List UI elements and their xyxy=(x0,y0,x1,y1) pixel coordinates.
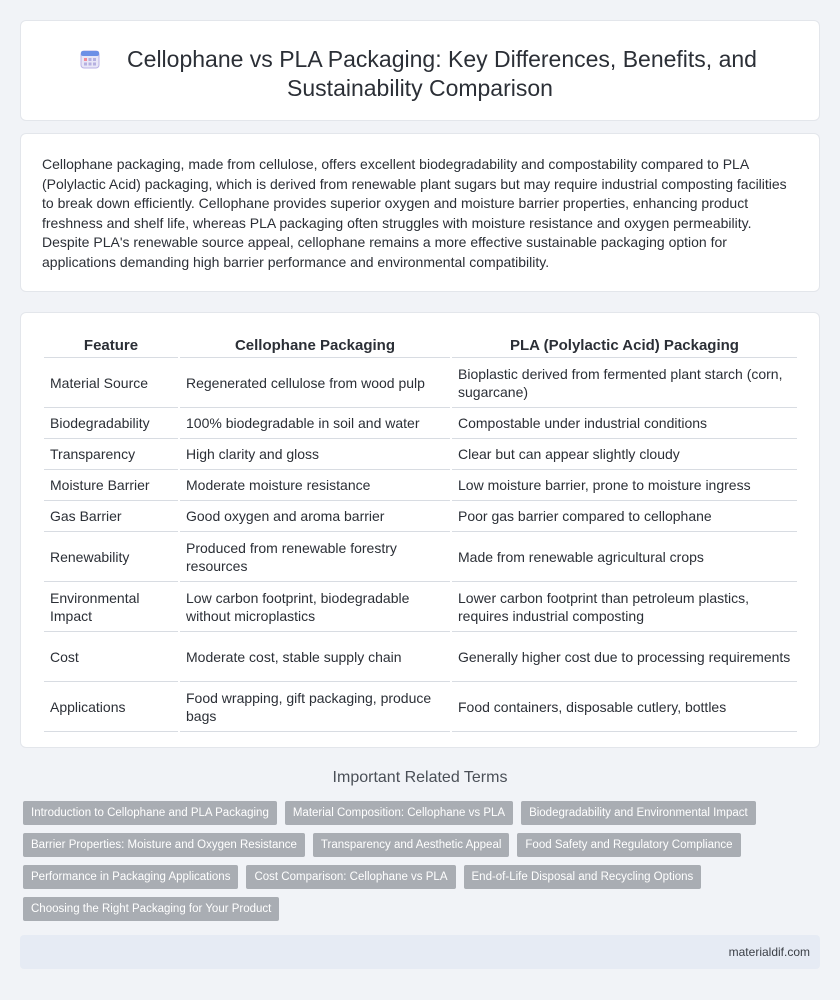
table-cell: Regenerated cellulose from wood pulp xyxy=(180,358,450,408)
table-cell: Moisture Barrier xyxy=(44,470,178,501)
related-term-tag[interactable]: Choosing the Right Packaging for Your Product xyxy=(23,897,279,921)
summary-card xyxy=(20,133,820,292)
table-row xyxy=(44,470,797,501)
footer-bar xyxy=(20,935,820,969)
table-cell: Cost xyxy=(44,632,178,682)
comparison-table xyxy=(42,334,799,732)
related-terms-list xyxy=(23,801,803,921)
table-cell: Clear but can appear slightly cloudy xyxy=(452,439,797,470)
table-cell: Generally higher cost due to processing requirements xyxy=(452,632,797,682)
table-cell: Produced from renewable forestry resources xyxy=(180,532,450,582)
table-row xyxy=(44,632,797,682)
table-cell: Good oxygen and aroma barrier xyxy=(180,501,450,532)
footer-site-link[interactable]: materialdif.com xyxy=(728,945,810,959)
table-cell: Poor gas barrier compared to cellophane xyxy=(452,501,797,532)
header-card xyxy=(20,20,820,121)
table-cell: Renewability xyxy=(44,532,178,582)
summary-text: Cellophane packaging, made from cellulose, offers excellent biodegradability and compostability compared to PLA (Polylactic Acid) packaging, which is derived from renewable plant sugars but may require industrial composting facilities to break down efficiently. Cellophane provides superior oxygen and moisture barrier properties, enhancing product freshness and shelf life, whereas PLA packaging often struggles with moisture resistance and oxygen permeability. Despite PLA's renewable source appeal, cellophane remains a more effective sustainable packaging option for applications demanding high barrier performance and environmental compatibility. xyxy=(42,156,787,270)
page-title-line1: Cellophane vs PLA Packaging: Key Differences, Benefits, and xyxy=(127,46,757,72)
table-row xyxy=(44,532,797,582)
table-row xyxy=(44,408,797,439)
table-cell: Material Source xyxy=(44,358,178,408)
table-cell: Environmental Impact xyxy=(44,582,178,632)
table-cell: Biodegradability xyxy=(44,408,178,439)
table-header-row xyxy=(44,334,797,358)
table-cell: Moderate cost, stable supply chain xyxy=(180,632,450,682)
table-cell: Low carbon footprint, biodegradable without microplastics xyxy=(180,582,450,632)
page-title xyxy=(83,45,757,103)
table-row xyxy=(44,501,797,532)
related-term-tag[interactable]: Cost Comparison: Cellophane vs PLA xyxy=(246,865,455,889)
table-cell: High clarity and gloss xyxy=(180,439,450,470)
table-cell: Moderate moisture resistance xyxy=(180,470,450,501)
header-pla: PLA (Polylactic Acid) Packaging xyxy=(452,334,797,358)
table-cell: Low moisture barrier, prone to moisture ingress xyxy=(452,470,797,501)
header-cellophane: Cellophane Packaging xyxy=(180,334,450,358)
table-cell: Compostable under industrial conditions xyxy=(452,408,797,439)
table-cell: Applications xyxy=(44,682,178,732)
related-term-tag[interactable]: Food Safety and Regulatory Compliance xyxy=(517,833,740,857)
related-term-tag[interactable]: Introduction to Cellophane and PLA Packaging xyxy=(23,801,277,825)
page-title-line2: Sustainability Comparison xyxy=(287,75,553,101)
related-term-tag[interactable]: Performance in Packaging Applications xyxy=(23,865,238,889)
table-cell: Lower carbon footprint than petroleum plastics, requires industrial composting xyxy=(452,582,797,632)
table-row xyxy=(44,358,797,408)
table-cell: Bioplastic derived from fermented plant starch (corn, sugarcane) xyxy=(452,358,797,408)
table-cell: Made from renewable agricultural crops xyxy=(452,532,797,582)
related-term-tag[interactable]: Material Composition: Cellophane vs PLA xyxy=(285,801,513,825)
table-cell: Gas Barrier xyxy=(44,501,178,532)
table-row xyxy=(44,439,797,470)
related-term-tag[interactable]: Barrier Properties: Moisture and Oxygen Resistance xyxy=(23,833,305,857)
table-cell: Transparency xyxy=(44,439,178,470)
table-cell: Food wrapping, gift packaging, produce bags xyxy=(180,682,450,732)
table-row xyxy=(44,582,797,632)
table-cell: Food containers, disposable cutlery, bottles xyxy=(452,682,797,732)
related-term-tag[interactable]: Biodegradability and Environmental Impact xyxy=(521,801,756,825)
header-feature: Feature xyxy=(44,334,178,358)
comparison-table-card xyxy=(20,312,820,748)
related-terms-heading: Important Related Terms xyxy=(332,769,508,786)
related-term-tag[interactable]: End-of-Life Disposal and Recycling Options xyxy=(464,865,702,889)
table-row xyxy=(44,682,797,732)
table-cell: 100% biodegradable in soil and water xyxy=(180,408,450,439)
related-term-tag[interactable]: Transparency and Aesthetic Appeal xyxy=(313,833,510,857)
